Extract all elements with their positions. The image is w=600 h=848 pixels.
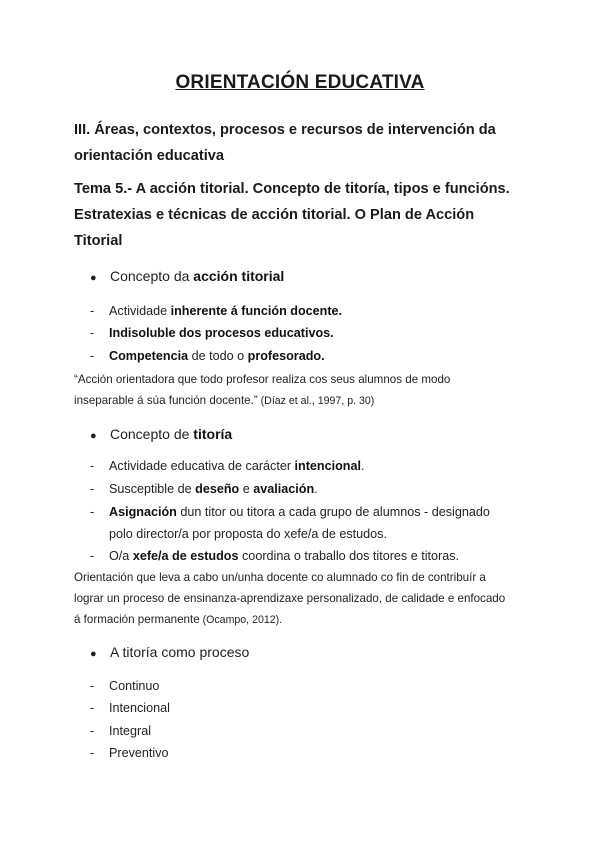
dash-icon: -: [90, 304, 95, 318]
definition-line2: lograr un proceso de ensinanza-aprendizaxe personalizado, de calidade e enfocado: [74, 592, 506, 605]
item-text: .: [361, 459, 365, 473]
page-title: ORIENTACIÓN EDUCATIVA: [175, 72, 425, 93]
item-bold: intencional: [294, 459, 361, 473]
list-item: [90, 323, 334, 343]
item-text: Continuo: [109, 679, 160, 693]
item-text: Actividade educativa de carácter: [109, 459, 295, 473]
item-text: Actividade: [109, 304, 171, 318]
definition-line3: [74, 609, 534, 631]
quote-line2: [74, 390, 534, 412]
bullet-text: Concepto da: [110, 268, 194, 284]
bullet-titoria: [90, 424, 232, 446]
citation: (Ocampo, 2012).: [199, 614, 283, 626]
definition-block: [74, 567, 534, 631]
quote-block: [74, 369, 534, 412]
section-heading-line1: III. Áreas, contextos, procesos e recursos de intervención da: [74, 122, 496, 138]
item-text: de todo o: [188, 349, 248, 363]
dash-icon: -: [90, 746, 95, 760]
dash-icon: -: [90, 326, 95, 340]
section-heading-line2: orientación educativa: [74, 148, 225, 164]
quote-text: inseparable á súa función docente.”: [74, 394, 258, 407]
dash-icon: -: [90, 349, 95, 363]
item-bold: xefe/a de estudos: [132, 549, 239, 563]
dash-icon: -: [90, 505, 95, 519]
item-text: dun titor ou titora a cada grupo de alumnos - designado: [176, 505, 490, 519]
item-text: O/a: [109, 549, 133, 563]
item-text: Intencional: [109, 701, 170, 715]
item-bold: avaliación: [253, 482, 315, 496]
dash-icon: -: [90, 679, 95, 693]
item-text: Integral: [109, 724, 152, 738]
bullet-bold: acción titorial: [193, 268, 285, 284]
list-item: [90, 743, 169, 763]
item-text: Susceptible de: [109, 482, 196, 496]
item-text: Preventivo: [109, 746, 169, 760]
bullet-text: A titoría como proceso: [110, 644, 250, 660]
list-item: [90, 301, 342, 321]
dash-icon: -: [90, 482, 95, 496]
list-item: [90, 721, 151, 741]
bullet-text: Concepto de: [110, 426, 194, 442]
item-bold: Competencia: [109, 349, 189, 363]
bullet-dot-icon: ●: [90, 648, 97, 660]
tema-heading-line1: Tema 5.- A acción titorial. Concepto de titoría, tipos e funcións.: [74, 181, 510, 197]
bullet-dot-icon: ●: [90, 430, 97, 442]
quote-line1: “Acción orientadora que todo profesor realiza cos seus alumnos de modo: [74, 373, 451, 386]
list-item: [90, 546, 459, 566]
list-item: [90, 676, 159, 696]
item-text: e: [239, 482, 254, 496]
list-item: [90, 456, 365, 476]
tema-heading-line2: Estratexias e técnicas de acción titorial. O Plan de Acción: [74, 207, 475, 223]
bullet-bold: titoría: [193, 426, 233, 442]
list-item-continuation: polo director/a por proposta do xefe/a de estudos.: [109, 527, 387, 541]
dash-icon: -: [90, 724, 95, 738]
item-bold: deseño: [195, 482, 240, 496]
list-item: [90, 502, 490, 522]
bullet-titoria-proceso: [90, 642, 249, 664]
item-text: .: [314, 482, 318, 496]
definition-text: á formación permanente: [74, 613, 200, 626]
definition-line1: Orientación que leva a cabo un/unha docente co alumnado co fin de contribuír a: [74, 571, 486, 584]
item-bold: profesorado.: [247, 349, 325, 363]
tema-heading-line3: Titorial: [74, 233, 123, 249]
dash-icon: -: [90, 701, 95, 715]
item-text: coordina o traballo dos titores e titoras.: [238, 549, 460, 563]
dash-icon: -: [90, 459, 95, 473]
bullet-dot-icon: ●: [90, 272, 97, 284]
bullet-accion-titorial: [90, 266, 284, 288]
tema-heading: [74, 176, 544, 254]
citation: (Díaz et al., 1997, p. 30): [257, 395, 375, 407]
section-heading: [74, 117, 544, 169]
item-bold: Asignación: [109, 505, 177, 519]
item-bold: inherente á función docente.: [170, 304, 343, 318]
item-bold: Indisoluble dos procesos educativos.: [109, 326, 334, 340]
list-item: [90, 479, 318, 499]
list-item: [90, 346, 325, 366]
list-item: [90, 698, 170, 718]
dash-icon: -: [90, 549, 95, 563]
